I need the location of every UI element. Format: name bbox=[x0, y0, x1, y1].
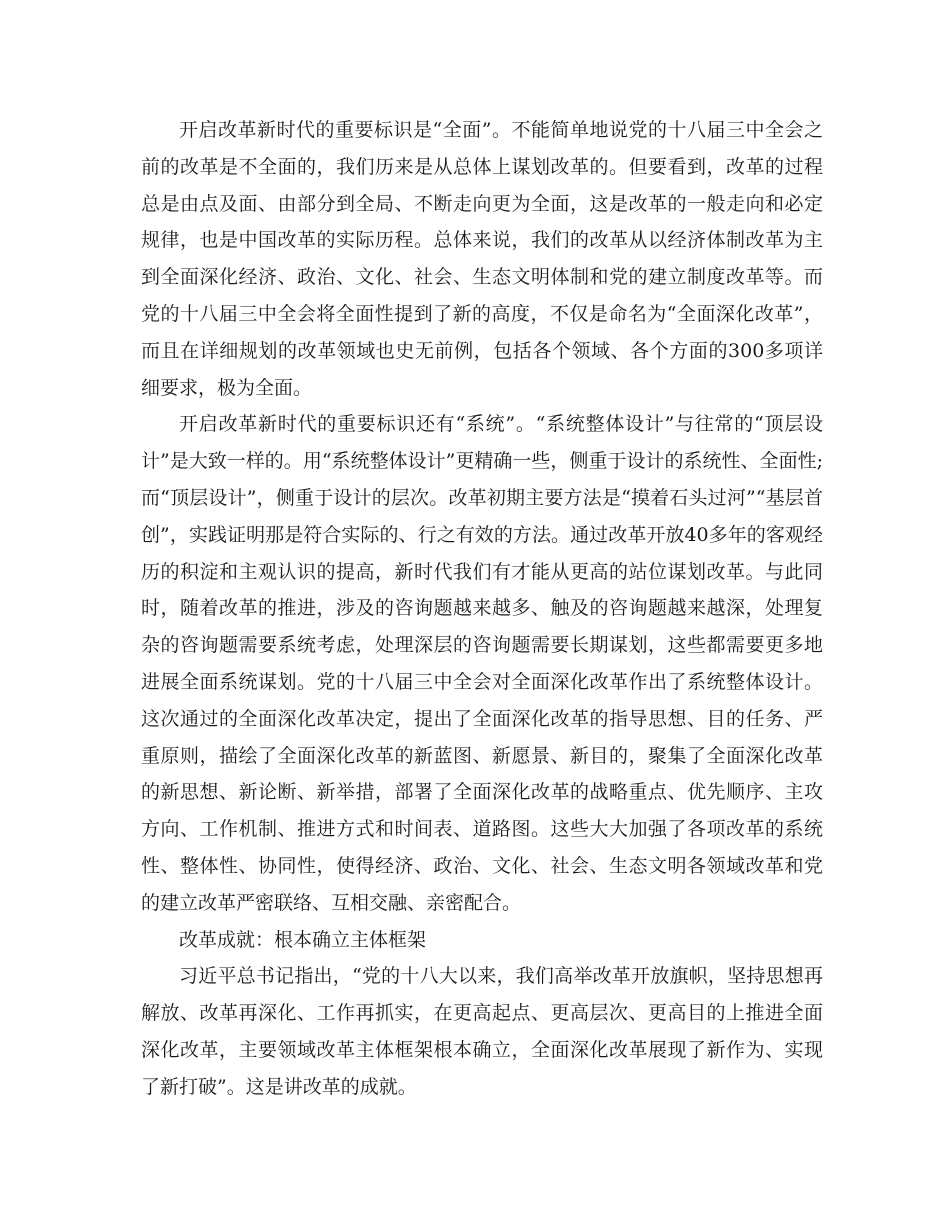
paragraph-comprehensive: 开启改革新时代的重要标识是“全面”。不能简单地说党的十八届三中全会之前的改革是不全面的，我们历来是从总体上谋划改革的。但要看到，改革的过程总是由点及面、由部分到全局、不断走向更为全面，这是改革的一般走向和必定规律，也是中国改革的实际历程。总体来说，我们的改革从以经济体制改革为主到全面深化经济、政治、文化、社会、生态文明体制和党的建立制度改革等。而党的十八届三中全会将全面性提到了新的高度，不仅是命名为“全面深化改革”，而且在详细规划的改革领域也史无前例，包括各个领域、各个方面的300多项详细要求，极为全面。 bbox=[141, 119, 823, 399]
document-body bbox=[141, 112, 823, 1106]
paragraph-achievements: 习近平总书记指出，“党的十八大以来，我们高举改革开放旗帜，坚持思想再解放、改革再深化、工作再抓实，在更高起点、更高层次、更高目的上推进全面深化改革，主要领域改革主体框架根本确立，全面深化改革展现了新作为、实现了新打破”。这是讲改革的成就。 bbox=[141, 965, 823, 1098]
section-heading: 改革成就：根本确立主体框架 bbox=[179, 928, 427, 951]
paragraph-systematic: 开启改革新时代的重要标识还有“系统”。“系统整体设计”与往常的“顶层设计”是大致一样的。用“系统整体设计”更精确一些，侧重于设计的系统性、全面性;而“顶层设计”，侧重于设计的层次。改革初期主要方法是“摸着石头过河”“基层首创”，实践证明那是符合实际的、行之有效的方法。通过改革开放40多年的客观经历的积淀和主观认识的提高，新时代我们有才能从更高的站位谋划改革。与此同时，随着改革的推进，涉及的咨询题越来越多、触及的咨询题越来越深，处理复杂的咨询题需要系统考虑，处理深层的咨询题需要长期谋划，这些都需要更多地进展全面系统谋划。党的十八届三中全会对全面深化改革作出了系统整体设计。这次通过的全面深化改革决定，提出了全面深化改革的指导思想、目的任务、严重原则，描绘了全面深化改革的新蓝图、新愿景、新目的，聚集了全面深化改革的新思想、新论断、新举措，部署了全面深化改革的战略重点、优先顺序、主攻方向、工作机制、推进方式和时间表、道路图。这些大大加强了各项改革的系统性、整体性、协同性，使得经济、政治、文化、社会、生态文明各领域改革和党的建立改革严密联络、互相交融、亲密配合。 bbox=[141, 413, 823, 914]
